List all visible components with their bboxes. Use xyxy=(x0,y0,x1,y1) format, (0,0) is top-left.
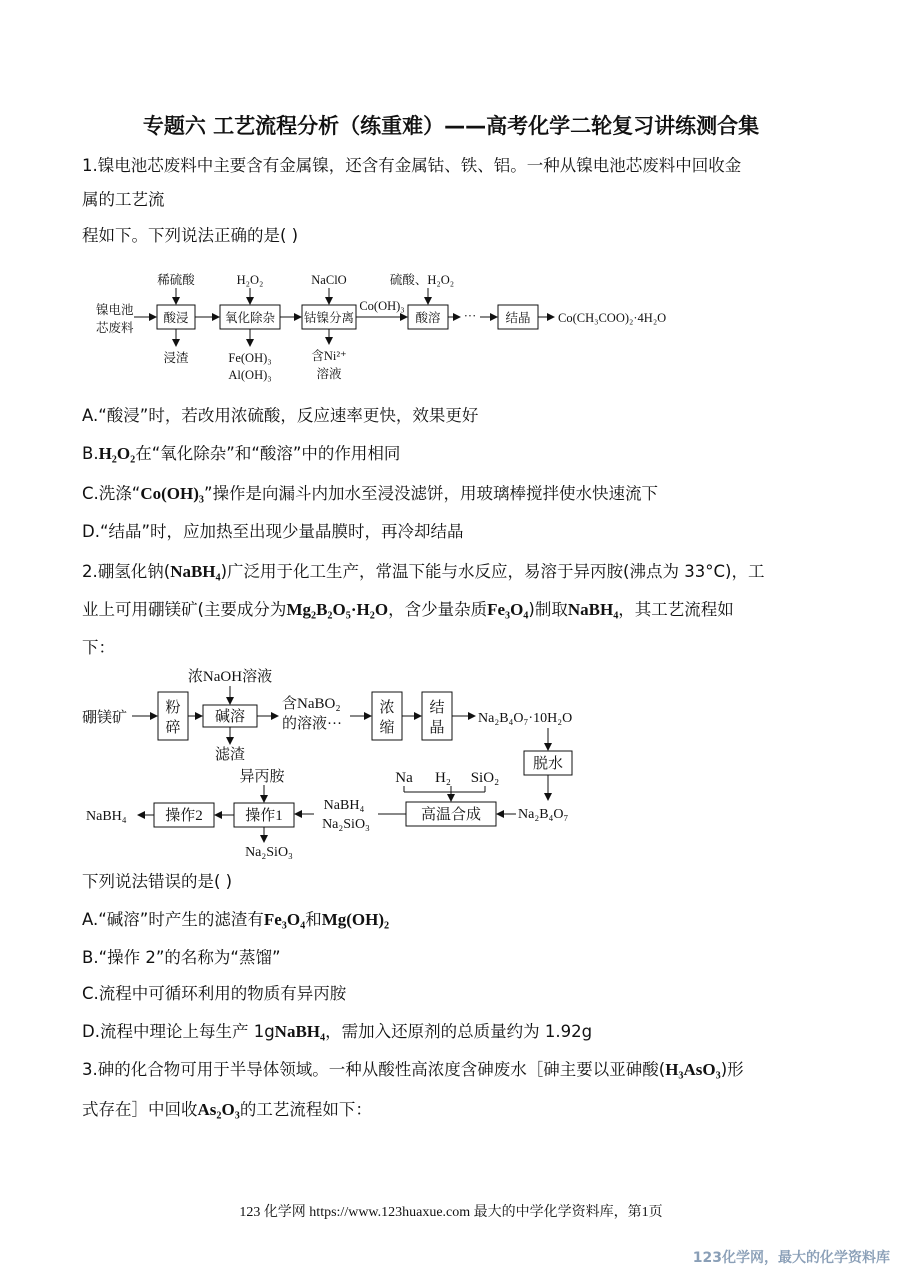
q2-stem-line3: 下： xyxy=(82,638,115,657)
q1-option-a: A.“酸浸”时，若改用浓硫酸，反应速率更快，效果更好 xyxy=(82,406,479,425)
page-footer: 123 化学网 https://www.123huaxue.com 最大的中学化学资料库，第1页 xyxy=(239,1205,663,1220)
q2-reagent-na: Na xyxy=(395,770,413,786)
q1-product: Co(CH₃COO)₂·4H₂O xyxy=(558,311,667,325)
q2-residue: 滤渣 xyxy=(214,747,246,763)
q1-reagent-h2o2: H₂O₂ xyxy=(236,273,264,287)
page-title: 专题六 工艺流程分析（练重难）——高考化学二轮复习讲练测合集 xyxy=(142,114,760,138)
q1-reagent-acid-h2o2: 硫酸、H₂O₂ xyxy=(389,273,455,287)
q2-alkali-box: 碱溶 xyxy=(214,709,246,725)
q1-reagent-naclo: NaClO xyxy=(311,273,347,287)
q1-box-separate: 钴镍分离 xyxy=(303,311,355,325)
q1-byproduct-feoh3: Fe(OH)₃ xyxy=(228,351,272,365)
q1-stem-line3: 程如下。下列说法正确的是( ) xyxy=(82,226,299,245)
q1-box-oxidize: 氧化除杂 xyxy=(224,311,276,325)
q1-input-line1: 镍电池 xyxy=(96,303,134,317)
q3-stem-line1: 3.砷的化合物可用于半导体领域。一种从酸性高浓度含砷废水［砷主要以亚砷酸(H₃AsO₃)形 xyxy=(82,1060,744,1079)
q2-option-a: A.“碱溶”时产生的滤渣有Fe₃O₄和Mg(OH)₂ xyxy=(82,910,390,929)
q1-option-c-formula: Co(OH)₃ xyxy=(140,484,204,503)
q2-reagent-h2: H₂ xyxy=(434,770,452,786)
q2-synth-product-1: NaBH₄ xyxy=(323,798,365,813)
watermark: 123化学网，最大的化学资料库 xyxy=(692,1250,890,1266)
q2-output: NaBH₄ xyxy=(86,809,127,824)
q2-stem-line2: 业上可用硼镁矿(主要成分为Mg₂B₂O₅·H₂O，含少量杂质Fe₃O₄)制取NaBH₄，其工艺流程如 xyxy=(82,600,734,619)
q1-byproduct-solution: 溶液 xyxy=(316,367,342,381)
q2-synthesis-box: 高温合成 xyxy=(420,807,482,823)
q1-option-c: C.洗涤“Co(OH)₃”操作是向漏斗内加水至浸没滤饼，用玻璃棒搅拌使水快速流下 xyxy=(82,484,659,503)
q2-synth-product-2: Na₂SiO₃ xyxy=(322,817,370,832)
q2-concentrate-2: 缩 xyxy=(379,720,395,736)
q1-box-acid-leach: 酸浸 xyxy=(163,311,189,325)
q2-input: 硼镁矿 xyxy=(82,710,128,726)
q2-solution-2: 的溶液··· xyxy=(282,716,342,732)
q1-byproduct-ni: 含Ni²⁺ xyxy=(311,349,347,363)
q2-option-c: C.流程中可循环利用的物质有异丙胺 xyxy=(82,984,347,1003)
q1-option-b: B.H₂O₂在“氧化除杂”和“酸溶”中的作用相同 xyxy=(82,444,401,463)
q1-input-line2: 芯废料 xyxy=(96,321,134,335)
q1-box-crystallize: 结晶 xyxy=(505,311,531,325)
q2-option-b: B.“操作 2”的名称为“蒸馏” xyxy=(82,948,281,967)
q1-option-b-formula: H₂O₂ xyxy=(98,444,136,463)
q2-crush-2: 碎 xyxy=(165,720,181,736)
q2-concentrate-1: 浓 xyxy=(379,700,395,716)
q2-op1-reagent: 异丙胺 xyxy=(239,769,285,785)
q1-byproduct-residue: 浸渣 xyxy=(163,351,189,365)
q2-reagent-sio2: SiO₂ xyxy=(470,770,500,786)
q1-intermediate: Co(OH)₃ xyxy=(359,299,405,313)
q2-borax: Na₂B₄O₇ xyxy=(518,807,569,822)
q2-op2: 操作2 xyxy=(165,808,203,824)
q2-decahydrate: Na₂B₄O₇·10H₂O xyxy=(478,711,573,726)
q1-stem-line1: 1.镍电池芯废料中主要含有金属镍，还含有金属钴、铁、铝。一种从镍电池芯废料中回收金 xyxy=(82,156,742,175)
q1-reagent-h2so4: 稀硫酸 xyxy=(157,273,195,287)
q2-op1-byproduct: Na₂SiO₃ xyxy=(245,845,293,860)
q2-op1: 操作1 xyxy=(245,808,283,824)
q1-flow-diagram xyxy=(82,268,702,388)
q2-dehydrate: 脱水 xyxy=(532,756,564,772)
q2-alkali-reagent: 浓NaOH溶液 xyxy=(187,669,273,685)
q1-option-d: D.“结晶”时，应加热至出现少量晶膜时，再冷却结晶 xyxy=(82,522,464,541)
q2-crystallize-1: 结 xyxy=(429,700,445,716)
q1-ellipsis: ··· xyxy=(463,309,477,323)
q1-byproduct-aloh3: Al(OH)₃ xyxy=(228,368,272,382)
q2-stem-line1: 2.硼氢化钠(NaBH₄)广泛用于化工生产，常温下能与水反应，易溶于异丙胺(沸点为 33°C)，工 xyxy=(82,562,765,581)
q2-question: 下列说法错误的是( ) xyxy=(82,872,233,891)
q1-stem-line2: 属的工艺流 xyxy=(82,190,165,209)
q3-stem-line2: 式存在］中回收As₂O₃的工艺流程如下： xyxy=(82,1100,372,1119)
q2-flow-diagram xyxy=(82,664,622,864)
q2-solution-1: 含NaBO₂ xyxy=(282,696,341,712)
q2-crush-1: 粉 xyxy=(165,700,181,716)
q2-option-d: D.流程中理论上每生产 1gNaBH₄，需加入还原剂的总质量约为 1.92g xyxy=(82,1022,593,1041)
q2-crystallize-2: 晶 xyxy=(429,720,445,736)
q1-box-dissolve: 酸溶 xyxy=(415,311,441,325)
